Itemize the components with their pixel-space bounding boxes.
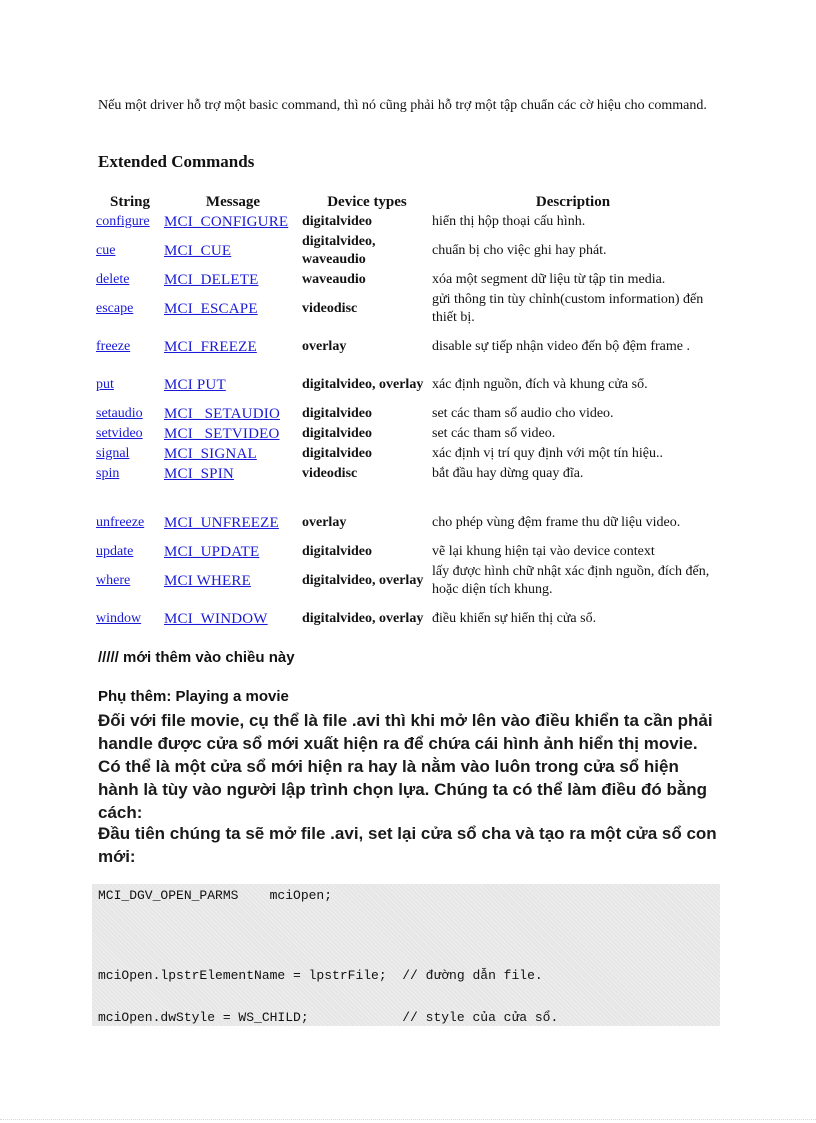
- device-types-cell: digitalvideo: [302, 214, 373, 229]
- table-row: [96, 424, 714, 444]
- description-cell: hiển thị hộp thoại cấu hình.: [432, 214, 586, 229]
- description-cell: lấy được hình chữ nhật xác định nguồn, đích đến, hoặc diện tích khung.: [432, 564, 710, 597]
- code-block: [92, 884, 720, 1026]
- table-row: [96, 366, 714, 404]
- header-device-types: Device types: [327, 194, 407, 210]
- table-row: [96, 270, 714, 290]
- note-line: ///// mới thêm vào chiều này: [98, 649, 295, 666]
- table-row: [96, 444, 714, 464]
- table-row: [96, 212, 714, 232]
- description-cell: set các tham số audio cho video.: [432, 406, 614, 421]
- description-cell: vẽ lại khung hiện tại vào device context: [432, 544, 655, 559]
- section-heading-extended-commands: Extended Commands: [98, 152, 255, 171]
- code-line: MCI_DGV_OPEN_PARMS mciOpen;: [98, 888, 333, 903]
- extended-commands-table: [96, 192, 714, 638]
- message-link-configure[interactable]: MCI_CONFIGURE: [164, 213, 289, 230]
- message-link-spin[interactable]: MCI_SPIN: [164, 465, 234, 482]
- string-link-setvideo[interactable]: setvideo: [96, 426, 143, 441]
- device-types-cell: digitalvideo: [302, 446, 373, 461]
- header-string: String: [109, 194, 150, 210]
- device-types-cell: overlay: [302, 339, 347, 354]
- string-link-update[interactable]: update: [96, 544, 134, 559]
- device-types-cell: waveaudio: [302, 272, 366, 287]
- message-link-freeze[interactable]: MCI_FREEZE: [164, 338, 257, 355]
- table-row: [96, 232, 714, 270]
- string-link-delete[interactable]: delete: [96, 272, 130, 287]
- table-header-row: [96, 192, 714, 212]
- description-cell: bắt đầu hay dừng quay đĩa.: [432, 466, 584, 481]
- device-types-cell: digitalvideo, waveaudio: [302, 234, 376, 267]
- message-link-setvideo[interactable]: MCI_ SETVIDEO: [164, 425, 280, 442]
- device-types-cell: videodisc: [302, 301, 358, 316]
- device-types-cell: digitalvideo, overlay: [302, 377, 424, 392]
- message-link-window[interactable]: MCI_WINDOW: [164, 610, 268, 627]
- string-link-cue[interactable]: cue: [96, 243, 116, 258]
- string-link-spin[interactable]: spin: [96, 466, 120, 481]
- string-link-signal[interactable]: signal: [96, 446, 130, 461]
- string-link-unfreeze[interactable]: unfreeze: [96, 515, 145, 530]
- device-types-cell: digitalvideo: [302, 406, 373, 421]
- string-link-put[interactable]: put: [96, 377, 114, 392]
- description-cell: cho phép vùng đệm frame thu dữ liệu video.: [432, 515, 681, 530]
- subheading-playing-a-movie: Phụ thêm: Playing a movie: [98, 688, 289, 705]
- message-link-put[interactable]: MCI PUT: [164, 376, 226, 393]
- description-cell: xác định vị trí quy định với một tín hiệu..: [432, 446, 663, 461]
- description-cell: điều khiển sự hiển thị cửa sổ.: [432, 611, 597, 626]
- message-link-signal[interactable]: MCI_SIGNAL: [164, 445, 257, 462]
- device-types-cell: digitalvideo: [302, 544, 373, 559]
- device-types-cell: digitalvideo, overlay: [302, 611, 424, 626]
- table-row: [96, 542, 714, 562]
- page-bottom-divider: [0, 1119, 816, 1120]
- description-cell: xóa một segment dữ liệu từ tập tin media.: [432, 272, 666, 287]
- message-link-where[interactable]: MCI WHERE: [164, 572, 251, 589]
- description-cell: xác định nguồn, đích và khung cửa sổ.: [432, 377, 648, 392]
- string-link-window[interactable]: window: [96, 611, 142, 626]
- string-link-freeze[interactable]: freeze: [96, 339, 131, 354]
- paragraph-open-avi: Đầu tiên chúng ta sẽ mở file .avi, set lại cửa sổ cha và tạo ra một cửa sổ con mới:: [98, 824, 717, 866]
- table-row: [96, 290, 714, 328]
- table-row: [96, 562, 714, 600]
- header-message: Message: [205, 194, 261, 210]
- header-description: Description: [535, 194, 611, 210]
- code-line: mciOpen.dwStyle = WS_CHILD; // style của cửa sổ.: [98, 1010, 559, 1025]
- message-link-unfreeze[interactable]: MCI_UNFREEZE: [164, 514, 279, 531]
- device-types-cell: videodisc: [302, 466, 358, 481]
- paragraph-movie-handling: Đối với file movie, cụ thể là file .avi thì khi mở lên vào điều khiển ta cần phải handle được cửa sổ mới xuất hiện ra để chứa cái hình ảnh hiển thị movie. Có thể là một cửa sổ mới hiện ra hay là nằm vào luôn trong cửa sổ hiện hành là tùy vào người lập trình chọn lựa. Chúng ta có thể làm điều đó bằng cách:: [98, 711, 713, 822]
- code-line: mciOpen.lpstrElementName = lpstrFile; // đường dẫn file.: [98, 968, 543, 983]
- message-link-delete[interactable]: MCI_DELETE: [164, 271, 259, 288]
- string-link-configure[interactable]: configure: [96, 214, 150, 229]
- message-link-cue[interactable]: MCI_CUE: [164, 242, 232, 259]
- description-cell: disable sự tiếp nhận video đến bộ đệm frame .: [432, 339, 690, 354]
- string-link-escape[interactable]: escape: [96, 301, 134, 316]
- string-link-where[interactable]: where: [96, 573, 131, 588]
- description-cell: gửi thông tin tùy chỉnh(custom information) đến thiết bị.: [432, 292, 704, 325]
- description-cell: chuẩn bị cho việc ghi hay phát.: [432, 243, 607, 258]
- table-row: [96, 404, 714, 424]
- message-link-escape[interactable]: MCI_ESCAPE: [164, 300, 258, 317]
- table-row: [96, 328, 714, 366]
- string-link-setaudio[interactable]: setaudio: [96, 406, 143, 421]
- message-link-setaudio[interactable]: MCI_ SETAUDIO: [164, 405, 280, 422]
- device-types-cell: overlay: [302, 515, 347, 530]
- table-row: [96, 464, 714, 484]
- table-row: [96, 600, 714, 638]
- intro-paragraph: Nếu một driver hỗ trợ một basic command, thì nó cũng phải hỗ trợ một tập chuẩn các cờ hiệu cho command.: [98, 98, 707, 113]
- description-cell: set các tham số video.: [432, 426, 556, 441]
- table-row: [96, 504, 714, 542]
- message-link-update[interactable]: MCI_UPDATE: [164, 543, 260, 560]
- table-spacer-row: [96, 484, 714, 504]
- device-types-cell: digitalvideo: [302, 426, 373, 441]
- device-types-cell: digitalvideo, overlay: [302, 573, 424, 588]
